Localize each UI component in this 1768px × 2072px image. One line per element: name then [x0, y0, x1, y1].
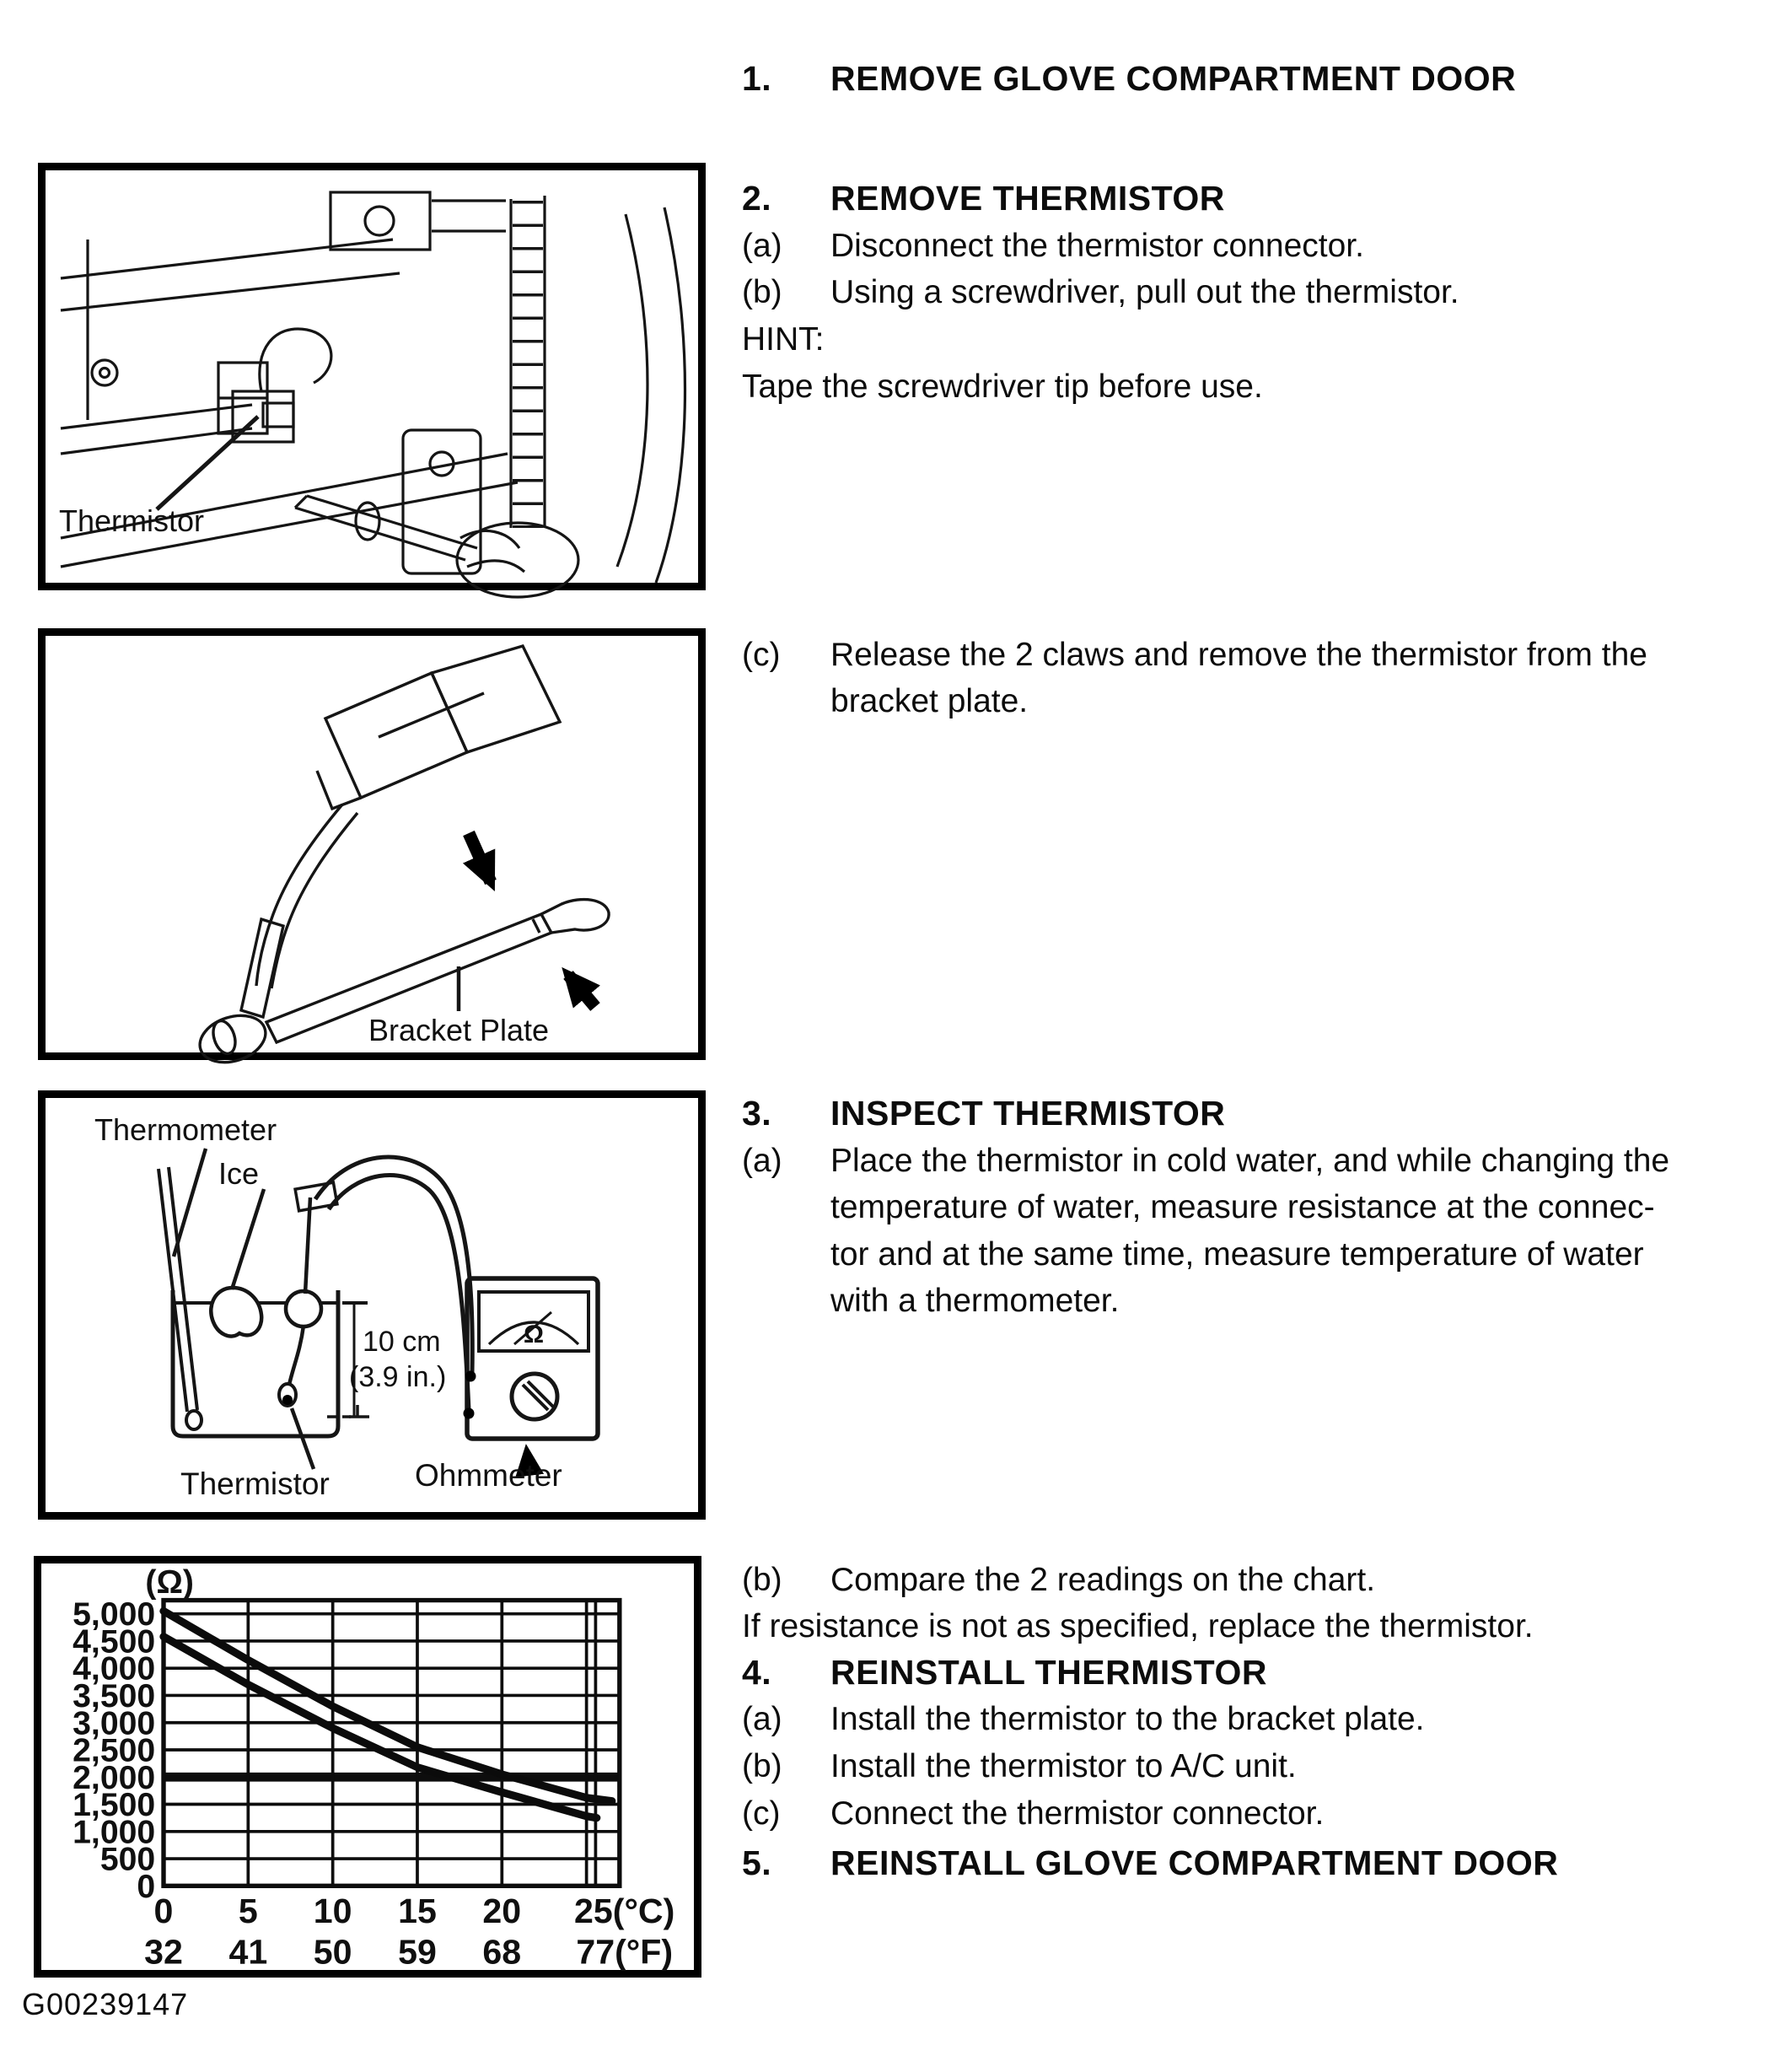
- step-4b-label: (b): [742, 1748, 782, 1784]
- step-1-title: REMOVE GLOVE COMPARTMENT DOOR: [830, 59, 1517, 98]
- ohmmeter-terminal-2: [464, 1408, 475, 1419]
- chart-ytick-label: 1,500: [73, 1787, 156, 1824]
- step-5-heading: [742, 1843, 1558, 1883]
- step-2c-text-line2: bracket plate.: [830, 683, 1029, 719]
- fig3-ice-label: Ice: [218, 1156, 260, 1191]
- hint-text: Tape the screwdriver tip before use.: [742, 369, 1263, 405]
- step-4-heading: [742, 1653, 1267, 1693]
- chart-xtick-c: 5: [238, 1892, 258, 1930]
- step-3-title: INSPECT THERMISTOR: [830, 1094, 1226, 1133]
- step-2b: [742, 274, 1459, 311]
- resistance-chart: [41, 1563, 694, 1970]
- hint-label: HINT:: [742, 321, 825, 358]
- fig3-thermistor-label: Thermistor: [180, 1467, 330, 1501]
- chart-xtick-f: 68: [482, 1932, 522, 1972]
- chart-xtick-f: 59: [398, 1932, 437, 1972]
- step-4b: [742, 1748, 1297, 1785]
- fig3-thermometer-label: Thermometer: [94, 1112, 277, 1147]
- claw-arrow-down: [469, 833, 491, 882]
- step-3a-text-line3: tor and at the same time, measure temperature of water: [830, 1236, 1644, 1273]
- step-3b: [742, 1562, 1375, 1599]
- step-5-number: 5.: [742, 1843, 772, 1882]
- step-2c: [742, 637, 1647, 674]
- step-3a-label: (a): [742, 1143, 782, 1179]
- chart-xtick-c: 0: [153, 1892, 174, 1930]
- step-2-number: 2.: [742, 179, 772, 218]
- step-4b-text: Install the thermistor to A/C unit.: [830, 1748, 1297, 1784]
- step-2b-label: (b): [742, 274, 782, 310]
- chart-ytick-label: 2,500: [73, 1732, 156, 1769]
- figure-code: G00239147: [22, 1987, 189, 2021]
- fig2-bracket-plate-label: Bracket Plate: [368, 1013, 550, 1047]
- chart-xtick-f: 41: [228, 1932, 268, 1972]
- figure-inspection-setup: [38, 1090, 706, 1520]
- step-2a-text: Disconnect the thermistor connector.: [830, 228, 1364, 264]
- fig3-ohmmeter-label: Ohmmeter: [415, 1458, 562, 1493]
- step-3-heading: [742, 1094, 1225, 1133]
- step-1-heading: [742, 59, 1516, 99]
- chart-plot-border: [164, 1601, 620, 1886]
- step-2c-label: (c): [742, 637, 781, 673]
- chart-xtick-c: 10: [313, 1892, 352, 1930]
- chart-xtick-f: 32: [144, 1932, 183, 1972]
- step-3-note: If resistance is not as specified, replace the thermistor.: [742, 1608, 1534, 1644]
- chart-ytick-label: 1,000: [73, 1814, 156, 1851]
- chart-xtick-c: 20: [482, 1892, 522, 1930]
- thermistor-location-drawing: [46, 170, 698, 583]
- step-5-title: REINSTALL GLOVE COMPARTMENT DOOR: [830, 1843, 1559, 1882]
- bracket-plate-drawing: [46, 636, 698, 1052]
- step-1-number: 1.: [742, 59, 772, 98]
- step-3b-label: (b): [742, 1562, 782, 1598]
- step-3b-text: Compare the 2 readings on the chart.: [830, 1562, 1376, 1598]
- chart-ytick-label: 3,000: [73, 1705, 156, 1742]
- step-2a: [742, 228, 1364, 265]
- chart-xtick-f: 77(°F): [576, 1932, 674, 1972]
- ohm-symbol: Ω: [523, 1321, 545, 1348]
- step-3-number: 3.: [742, 1094, 772, 1133]
- step-3a-text-line1: Place the thermistor in cold water, and while changing the: [830, 1143, 1670, 1179]
- figure-bracket-plate: [38, 628, 706, 1060]
- step-2c-text-line1: Release the 2 claws and remove the thermistor from the: [830, 637, 1647, 673]
- step-3a: [742, 1143, 1669, 1180]
- figure-resistance-chart: [34, 1556, 701, 1978]
- fig3-depth-label-2: (3.9 in.): [349, 1361, 447, 1393]
- step-3a-text-line2: temperature of water, measure resistance at the connec-: [830, 1189, 1655, 1225]
- chart-ytick-label: 3,500: [73, 1678, 156, 1714]
- claw-arrow-up: [568, 975, 595, 1007]
- step-4c-label: (c): [742, 1795, 781, 1832]
- step-4a: [742, 1701, 1425, 1738]
- step-2-heading: [742, 179, 1225, 218]
- step-4a-label: (a): [742, 1701, 782, 1737]
- chart-ytick-label: 500: [99, 1841, 156, 1878]
- step-4-number: 4.: [742, 1653, 772, 1692]
- chart-xtick-c: 25(°C): [574, 1892, 675, 1930]
- fig1-thermistor-label: Thermistor: [59, 503, 205, 538]
- step-4-title: REINSTALL THERMISTOR: [830, 1653, 1267, 1692]
- chart-ytick-label: 4,000: [73, 1650, 156, 1687]
- step-2-title: REMOVE THERMISTOR: [830, 179, 1225, 218]
- figure-thermistor-location: [38, 163, 706, 590]
- chart-ytick-label: 0: [137, 1869, 156, 1905]
- step-4c-text: Connect the thermistor connector.: [830, 1795, 1325, 1832]
- chart-ytick-label: 2,000: [73, 1760, 156, 1796]
- step-2b-text: Using a screwdriver, pull out the thermistor.: [830, 274, 1459, 310]
- step-2a-label: (a): [742, 228, 782, 264]
- chart-xtick-f: 50: [313, 1932, 352, 1972]
- chart-xtick-c: 15: [398, 1892, 437, 1930]
- fig3-depth-label: 10 cm: [363, 1326, 441, 1358]
- chart-ytick-label: 5,000: [73, 1596, 156, 1633]
- chart-ylabel: (Ω): [145, 1564, 194, 1601]
- step-4a-text: Install the thermistor to the bracket plate.: [830, 1701, 1425, 1737]
- step-4c: [742, 1795, 1324, 1833]
- chart-ytick-label: 4,500: [73, 1623, 156, 1660]
- step-3a-text-line4: with a thermometer.: [830, 1283, 1120, 1319]
- thermistor-bulb-tip: [282, 1395, 293, 1405]
- inspection-drawing: [46, 1098, 698, 1512]
- ohmmeter-terminal-1: [465, 1371, 476, 1382]
